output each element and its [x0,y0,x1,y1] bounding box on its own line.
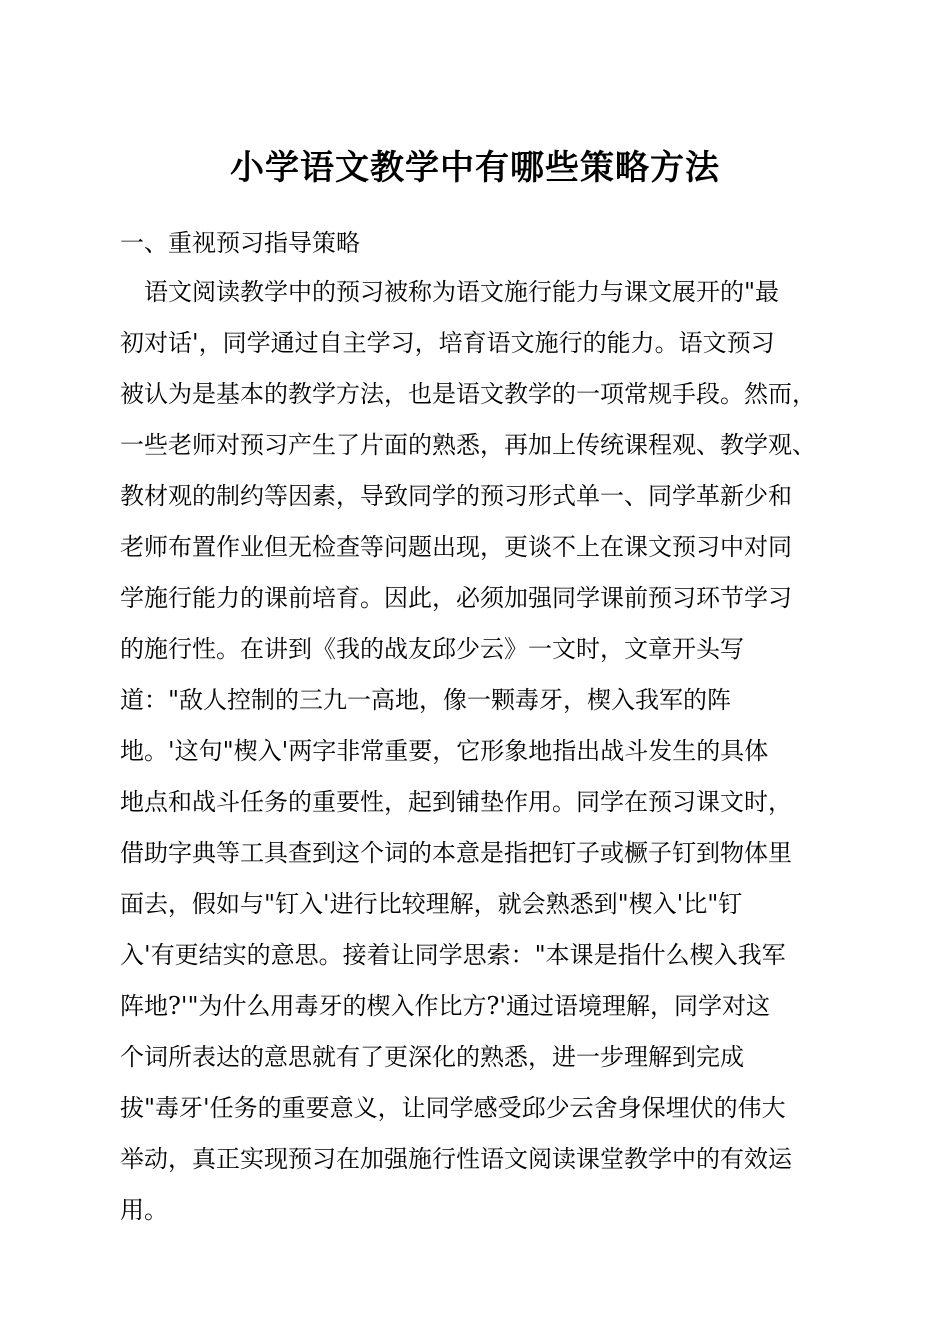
paragraph-line: 老师布置作业但无检查等问题出现，更谈不上在课文预习中对同 [120,533,792,561]
paragraph-line: 教材观的制约等因素，导致同学的预习形式单一、同学革新少和 [120,482,792,510]
paragraph-line: 面去，假如与"钉入'进行比较理解，就会熟悉到"楔入'比"钉 [120,890,743,918]
paragraph-line: 一些老师对预习产生了片面的熟悉，再加上传统课程观、教学观、 [120,431,816,459]
paragraph-line: 举动，真正实现预习在加强施行性语文阅读课堂教学中的有效运 [120,1145,792,1173]
document-title: 小学语文教学中有哪些策略方法 [230,148,720,188]
paragraph-line: 学施行能力的课前培育。因此，必须加强同学课前预习环节学习 [120,584,792,612]
paragraph-line: 阵地?'"为什么用毒牙的楔入作比方?'通过语境理解，同学对这 [120,992,770,1020]
paragraph-line: 地。'这句"楔入'两字非常重要，它形象地指出战斗发生的具体 [120,737,769,765]
paragraph [120,275,860,1244]
paragraph-line: 语文阅读教学中的预习被称为语文施行能力与课文展开的"最 [144,278,780,306]
paragraph-line: 的施行性。在讲到《我的战友邱少云》一文时，文章开头写 [120,635,744,663]
paragraph-line: 道："敌人控制的三九一高地，像一颗毒牙，楔入我军的阵 [120,686,732,714]
paragraph-line: 初对话'，同学通过自主学习，培育语文施行的能力。语文预习 [120,329,775,357]
paragraph-line: 地点和战斗任务的重要性，起到铺垫作用。同学在预习课文时， [120,788,792,816]
paragraph-line: 借助字典等工具查到这个词的本意是指把钉子或橛子钉到物体里 [120,839,792,867]
paragraph-line: 个词所表达的意思就有了更深化的熟悉，进一步理解到完成 [120,1043,744,1071]
paragraph-line: 被认为是基本的教学方法，也是语文教学的一项常规手段。然而， [120,380,816,408]
paragraph-line: 用。 [120,1196,168,1224]
section-heading: 一、重视预习指导策略 [120,229,360,257]
paragraph-line: 拔"毒牙'任务的重要意义，让同学感受邱少云舍身保埋伏的伟大 [120,1094,786,1122]
paragraph-line: 入'有更结实的意思。接着让同学思索："本课是指什么楔入我军 [120,941,786,969]
